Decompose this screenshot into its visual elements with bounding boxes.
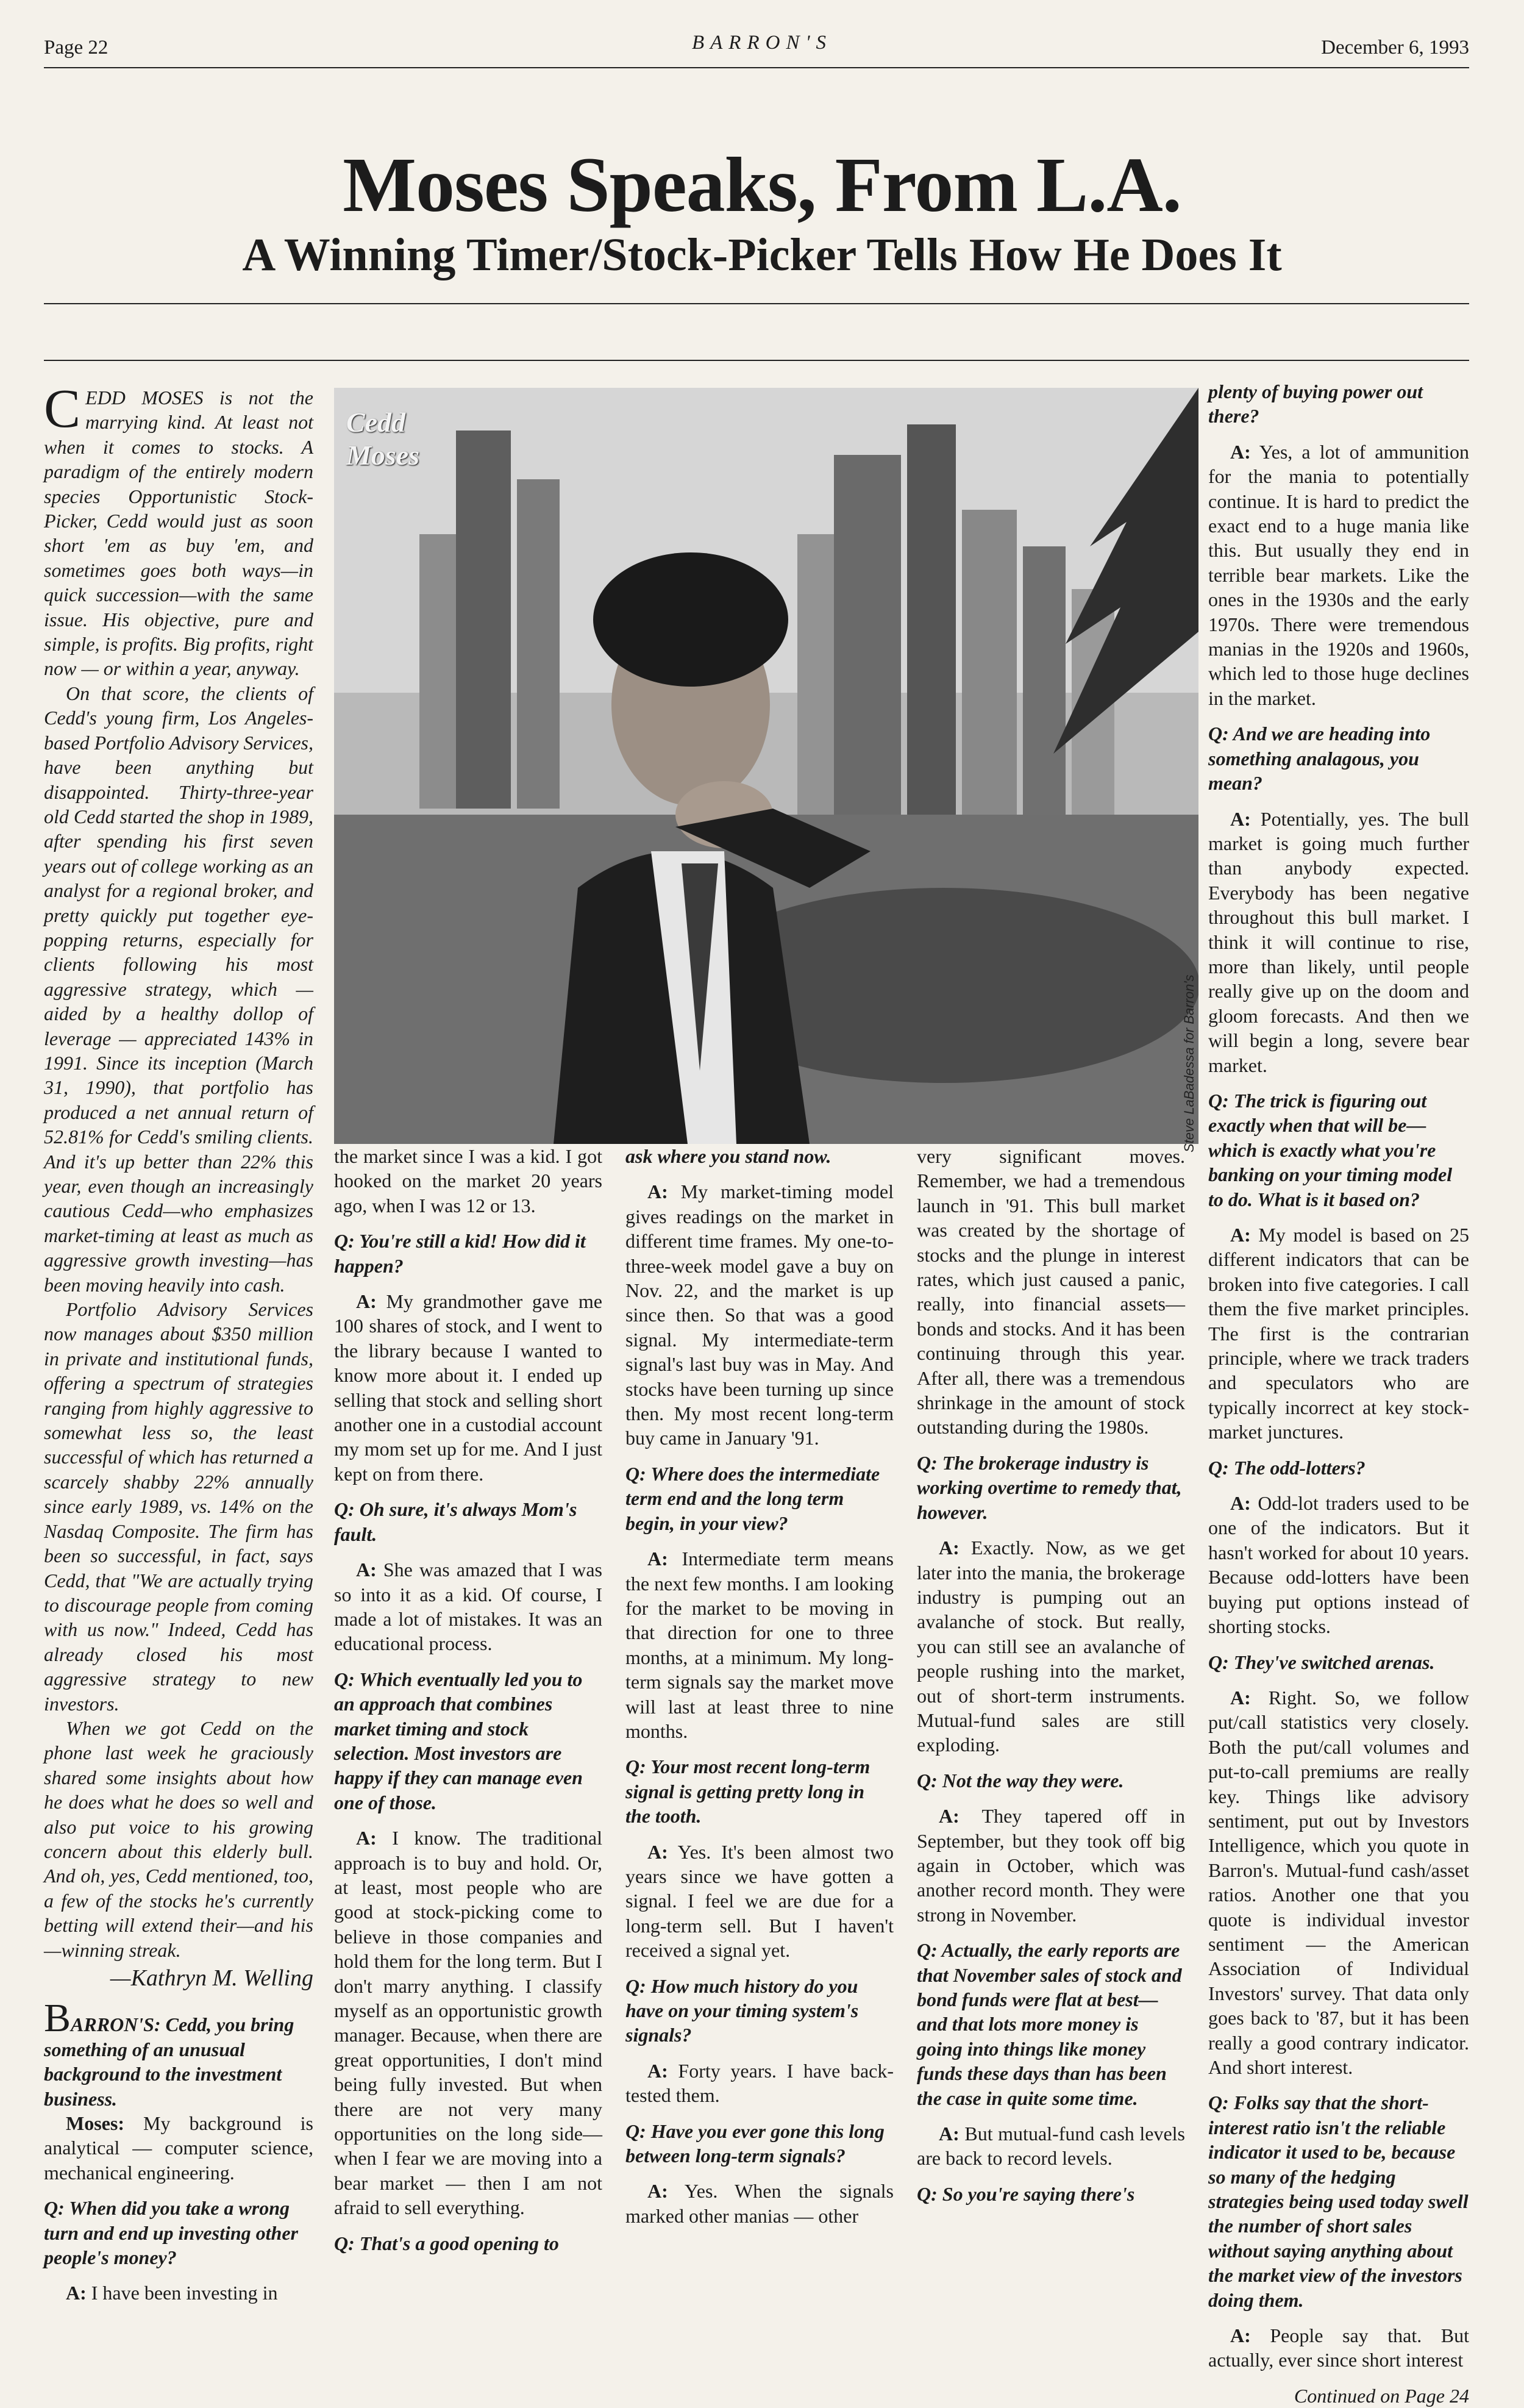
interview-lead-question: BARRON'S: Cedd, you bring something of an unusual background to the investment business. [44,1996,294,2110]
author-signature: —Kathryn M. Welling [110,1965,313,1991]
question-paragraph: Q: And we are heading into something analagous, you mean? [1208,723,1431,795]
continued-notice: Continued on Page 24 [1294,2384,1469,2407]
answer-paragraph: A: My market-timing model gives readings on the market in different time frames. My one-to- three-week model gave a buy on Nov. 22, and the market is up since then. So that was a good signal. My intermediate-term signal's last buy was in May. And stocks have been turning up since then. My most recent long-term buy came in January '91. [625,1181,894,1449]
question-paragraph: Q: Where does the intermediate term end and the long term begin, in your view? [625,1462,880,1534]
question-paragraph: Q: They've switched arenas. [1208,1651,1435,1673]
question-paragraph: Q: Which eventually led you to an approach that combines market timing and stock selection. Most investors are happy if they can manage even one of those. [334,1668,583,1813]
question-paragraph: Q: Actually, the early reports are that November sales of stock and bond funds were flat at best—and that lots more money is going into things like money funds these days than has been the case in quite some time. [917,1939,1182,2109]
issue-date: December 6, 1993 [1321,37,1469,59]
question-continued: ask where you stand now. [625,1145,831,1167]
answer-paragraph: A: Yes. When the signals marked other manias — other [625,2180,894,2227]
answer-paragraph: A: My model is based on 25 different indicators that can be broken into five categories. I call them the five market principles. The first is the contrarian principle, where we track traders and speculators who are typically incorrect at key stock-market junctures. [1208,1224,1470,1443]
answer-paragraph: A: Forty years. I have back-tested them. [625,2059,894,2107]
portrait-photo [334,388,1198,1144]
question-paragraph: Q: How much history do you have on your timing system's signals? [625,1974,859,2046]
page-number: Page 22 [44,37,109,59]
answer-paragraph: A: But mutual-fund cash levels are back to record levels. [917,2123,1185,2170]
photo-illustration [334,388,1198,1144]
answer-paragraph: A: Potentially, yes. The bull market is going much further than anybody expected. Everybody has been negative throughout this bull market. I think it will continue to rise, more than likely, until people really give up on the doom and gloom forecasts. And then we will begin a long, severe bear market. [1208,807,1470,1076]
answer-paragraph: A: Intermediate term means the next few months. I am looking for the market to be moving in that direction for one to three months, at a minimum. My long-term signals say the market move will last at least three to nine months. [625,1548,894,1742]
question-paragraph: Q: The odd-lotters? [1208,1456,1366,1479]
question-paragraph: Q: So you're saying there's [917,2182,1135,2205]
interview-column-3 [625,1144,894,2239]
intro-column [44,379,314,2317]
question-paragraph: Q: Not the way they were. [917,1769,1124,1792]
answer-paragraph: A: Yes, a lot of ammunition for the mania to potentially continue. It is hard to predict the exact end to a huge mania like this. But usually they end in terrible bear markets. Like the ones in the 1930s and the early 1970s. There were tremendous manias in the 1920s and 1960s, which led to those huge declines in the market. [1208,440,1470,709]
question-paragraph: Q: The trick is figuring out exactly when that will be—which is exactly what you're banking on your timing model to do. What is it based on? [1208,1089,1453,1210]
question-paragraph: Q: Folks say that the short-interest ratio isn't the reliable indicator it used to be, because so many of the hedging strategies being used today swell the number of short sales without saying anything about the market view of the investors doing them. [1208,2092,1469,2311]
question-continued: plenty of buying power out there? [1208,380,1423,427]
question-paragraph: Q: The brokerage industry is working overtime to remedy that, however. [917,1451,1182,1523]
question-paragraph: Q: When did you take a wrong turn and end up investing other people's money? [44,2197,298,2269]
question-paragraph: Q: That's a good opening to [334,2232,559,2254]
interview-column-2 [334,1144,602,2267]
answer-paragraph: A: Right. So, we follow put/call statistics very closely. Both the put/call volumes and put-to-call premiums are really key. Things like advisory sentiment, put out by Investors Intelligence, which you quote in Barron's. Mutual-fund cash/asset ratios. Another one that you quote is individual investor sentiment — the American Association of Individual Investors' survey. That data only goes back to '87, but it has been really a good contrary indicator. And short interest. [1208,1686,1470,2078]
publication-name: BARRON'S [691,32,833,54]
answer-paragraph: A: I know. The traditional approach is to buy and hold. Or, at least, most people who are good at stock-picking come to believe in those companies and hold them for the long term. But I don't marry anything. I classify myself as an opportunistic growth manager. Because, when there are great opportunities, I don't mind being fully invested. But when there are not very many opportunities on the long side—when I fear we are moving into a bear market — then I am not afraid to sell everything. [334,1827,603,2219]
drop-cap: C [44,379,81,439]
interview-column-4 [917,1144,1185,2217]
subheadline: A Winning Timer/Stock-Picker Tells How He Does It [242,229,1282,280]
answer-paragraph: A: Exactly. Now, as we get later into the mania, the brokerage industry is pumping out an avalanche of stock. But really, you can still see an avalanche of people rushing into the market, out of short-term instruments. Mutual-fund sales are still exploding. [917,1537,1186,1756]
intro-paragraph-4: When we got Cedd on the phone last week he graciously shared some insights about how he does what he does so well and also put voice to his growing concern about this elderly bull. And oh, yes, Cedd mentioned, too, a few of the stocks he's currently betting will extend their—and his—winning streak. [44,1717,313,1961]
answer-paragraph: Moses: My background is analytical — computer science, mechanical engineering. [44,2112,314,2184]
header-rule [44,67,1469,68]
intro-paragraph-3: Portfolio Advisory Services now manages about $350 million in private and institutional funds, offering a spectrum of strategies ranging from highly aggressive to somewhat less so, the least successful of which has returned a scarcely shabby 22% annually since early 1989, vs. 14% on the Nasdaq Composite. The firm has been so successful, in fact, says Cedd, that "We are actually trying to discourage people from coming with us now." Indeed, Cedd has already closed his most aggressive strategy to new investors. [44,1298,313,1715]
answer-continued: very significant moves. Remember, we had a tremendous launch in '91. This bull market was created by the shortage of stocks and the plunge in interest rates, which just caused a panic, really, into financial assets—bonds and stocks. And it has been continuing through this year. After all, there was a tremendous shrinkage in the amount of stock outstanding during the 1980s. [917,1145,1185,1438]
question-paragraph: Q: Oh sure, it's always Mom's fault. [334,1498,577,1545]
intro-paragraph-2: On that score, the clients of Cedd's young firm, Los Angeles-based Portfolio Advisory Services, have been anything but disappointed. Thirty-three-year old Cedd started the shop in 1989, after spending his first seven years out of college working as an analyst for a regional broker, and pretty quickly put together eye-popping returns, especially for clients following his most aggressive strategy, which — aided by a healthy dollop of leverage — appreciated 143% in 1991. Since its inception (March 31, 1990), that portfolio has produced a net annual return of 52.81% for Cedd's smiling clients. And it's up better than 22% this year, even though an increasingly cautious Cedd—who emphasizes market-timing at least as much as aggressive growth investing—has been moving heavily into cash. [44,682,313,1296]
answer-paragraph: A: Odd-lot traders used to be one of the indicators. But it hasn't worked for about 10 years. Because odd-lotters have been buying put options instead of shorting stocks. [1208,1492,1470,1638]
body-rule [44,360,1469,361]
answer-paragraph: A: She was amazed that I was so into it as a kid. Of course, I made a lot of mistakes. It was an educational process. [334,1559,603,1655]
headline-rule [44,303,1469,304]
answer-paragraph: A: My grandmother gave me 100 shares of stock, and I went to the library because I wanted to know more about it. I ended up selling that stock and selling short another one in a custodial account my mom set up for me. And I just kept on from there. [334,1290,603,1485]
question-paragraph: Q: You're still a kid! How did it happen? [334,1230,586,1277]
answer-paragraph: A: People say that. But actually, ever since short interest [1208,2324,1470,2371]
answer-paragraph: A: They tapered off in September, but they took off big again in October, which was another record month. They were strong in November. [917,1805,1186,1926]
question-paragraph: Q: Your most recent long-term signal is getting pretty long in the tooth. [625,1756,871,1827]
interview-column-5 [1208,379,1469,2408]
answer-continued: the market since I was a kid. I got hooked on the market 20 years ago, when I was 12 or 13. [334,1145,602,1217]
question-paragraph: Q: Have you ever gone this long between long-term signals? [625,2120,885,2167]
intro-paragraph-1: CEDD MOSES is not the marrying kind. At least not when it comes to stocks. A paradigm of the entirely modern species Opportunistic Stock-Picker, Cedd would just as soon short 'em as buy 'em, and sometimes goes both ways—in quick succession—with the same issue. His objective, pure and simple, is profits. Big profits, right now — or within a year, anyway. [44,379,313,680]
answer-paragraph: A: Yes. It's been almost two years since we have gotten a signal. I feel we are due for a long-term sell. But I haven't received a signal yet. [625,1840,894,1962]
headline: Moses Speaks, From L.A. [343,141,1181,228]
answer-paragraph: A: I have been investing in [66,2282,278,2304]
photo-credit: Steve LaBadessa for Barron's [1181,974,1197,1152]
photo-label: Cedd Moses [346,407,420,471]
